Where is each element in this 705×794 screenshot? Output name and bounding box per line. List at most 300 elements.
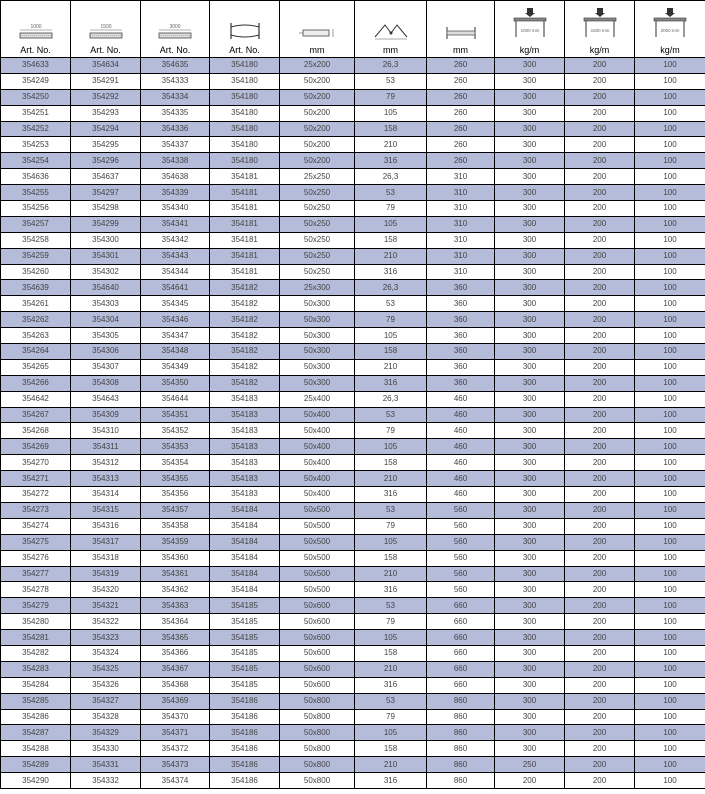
- table-cell: 100: [635, 232, 705, 248]
- table-cell: 200: [565, 201, 635, 217]
- table-cell: 100: [635, 582, 705, 598]
- table-cell: 460: [427, 439, 495, 455]
- table-row: [1, 328, 705, 344]
- table-cell: 300: [495, 73, 565, 89]
- table-cell: 354350: [141, 375, 210, 391]
- table-cell: 200: [565, 773, 635, 789]
- table-cell: 50x400: [280, 455, 355, 471]
- table-cell: 100: [635, 423, 705, 439]
- table-cell: 50x200: [280, 121, 355, 137]
- table-cell: 105: [355, 630, 427, 646]
- table-cell: 100: [635, 550, 705, 566]
- table-cell: 354261: [1, 296, 71, 312]
- table-cell: 100: [635, 359, 705, 375]
- table-cell: 354637: [71, 169, 141, 185]
- table-cell: 200: [565, 423, 635, 439]
- table-cell: 354332: [71, 773, 141, 789]
- table-cell: 354357: [141, 502, 210, 518]
- table-cell: 354322: [71, 614, 141, 630]
- table-row: [1, 121, 705, 137]
- table-cell: 50x500: [280, 534, 355, 550]
- table-cell: 354309: [71, 407, 141, 423]
- table-cell: 354343: [141, 248, 210, 264]
- table-cell: 354183: [210, 455, 280, 471]
- header-label-mm: mm: [309, 45, 325, 55]
- table-cell: 300: [495, 232, 565, 248]
- table-row: [1, 169, 705, 185]
- table-cell: 354369: [141, 693, 210, 709]
- table-cell: 560: [427, 566, 495, 582]
- table-cell: 354351: [141, 407, 210, 423]
- table-cell: 354184: [210, 550, 280, 566]
- table-cell: 354267: [1, 407, 71, 423]
- table-row: [1, 375, 705, 391]
- table-cell: 50x250: [280, 201, 355, 217]
- table-cell: 354254: [1, 153, 71, 169]
- icon-text-1500: 1500: [99, 24, 112, 30]
- table-cell: 354181: [210, 185, 280, 201]
- table-cell: 100: [635, 328, 705, 344]
- table-cell: 50x200: [280, 137, 355, 153]
- table-row: [1, 344, 705, 360]
- table-cell: 200: [565, 455, 635, 471]
- table-cell: 354185: [210, 614, 280, 630]
- table-cell: 660: [427, 598, 495, 614]
- table-cell: 354252: [1, 121, 71, 137]
- table-cell: 200: [565, 645, 635, 661]
- table-row: [1, 725, 705, 741]
- table-cell: 300: [495, 661, 565, 677]
- table-cell: 316: [355, 487, 427, 503]
- table-row: [1, 471, 705, 487]
- table-cell: 100: [635, 661, 705, 677]
- table-cell: 354336: [141, 121, 210, 137]
- table-row: [1, 709, 705, 725]
- table-cell: 354320: [71, 582, 141, 598]
- table-cell: 210: [355, 137, 427, 153]
- table-cell: 354297: [71, 185, 141, 201]
- table-cell: 300: [495, 312, 565, 328]
- header-label-kgm: kg/m: [519, 45, 540, 55]
- table-cell: 354304: [71, 312, 141, 328]
- table-cell: 50x200: [280, 73, 355, 89]
- table-cell: 53: [355, 185, 427, 201]
- table-cell: 200: [565, 169, 635, 185]
- table-cell: 50x500: [280, 518, 355, 534]
- table-cell: 79: [355, 518, 427, 534]
- table-row: [1, 248, 705, 264]
- table-cell: 79: [355, 614, 427, 630]
- table-cell: 50x800: [280, 773, 355, 789]
- table-cell: 200: [565, 757, 635, 773]
- header-label-art-no: Art. No.: [229, 45, 260, 55]
- table-cell: 354371: [141, 725, 210, 741]
- table-cell: 210: [355, 471, 427, 487]
- table-cell: 300: [495, 296, 565, 312]
- table-cell: 200: [565, 58, 635, 74]
- table-cell: 50x800: [280, 741, 355, 757]
- table-cell: 354329: [71, 725, 141, 741]
- table-cell: 200: [565, 105, 635, 121]
- table-cell: 310: [427, 232, 495, 248]
- table-cell: 354294: [71, 121, 141, 137]
- table-cell: 354273: [1, 502, 71, 518]
- table-cell: 100: [635, 391, 705, 407]
- table-cell: 316: [355, 773, 427, 789]
- table-cell: 200: [565, 312, 635, 328]
- table-row: [1, 137, 705, 153]
- table-cell: 200: [565, 677, 635, 693]
- table-cell: 354251: [1, 105, 71, 121]
- table-cell: 354367: [141, 661, 210, 677]
- table-cell: 100: [635, 248, 705, 264]
- table-cell: 354181: [210, 169, 280, 185]
- table-body: [1, 58, 705, 789]
- table-cell: 354366: [141, 645, 210, 661]
- table-cell: 100: [635, 439, 705, 455]
- header-col-6: [355, 1, 427, 58]
- table-cell: 100: [635, 407, 705, 423]
- table-cell: 210: [355, 661, 427, 677]
- table-cell: 354308: [71, 375, 141, 391]
- table-cell: 50x600: [280, 661, 355, 677]
- table-cell: 50x250: [280, 248, 355, 264]
- table-cell: 100: [635, 296, 705, 312]
- table-cell: 200: [565, 630, 635, 646]
- table-cell: 300: [495, 487, 565, 503]
- table-cell: 354181: [210, 232, 280, 248]
- table-cell: 300: [495, 630, 565, 646]
- table-cell: 354321: [71, 598, 141, 614]
- table-cell: 660: [427, 661, 495, 677]
- table-cell: 354316: [71, 518, 141, 534]
- table-cell: 100: [635, 725, 705, 741]
- icon-text-1000mm: 1000 mm: [520, 28, 539, 33]
- table-cell: 354182: [210, 312, 280, 328]
- table-cell: 200: [565, 391, 635, 407]
- table-cell: 354374: [141, 773, 210, 789]
- table-cell: 354180: [210, 58, 280, 74]
- table-row: [1, 312, 705, 328]
- table-cell: 316: [355, 153, 427, 169]
- table-cell: 354352: [141, 423, 210, 439]
- table-cell: 660: [427, 614, 495, 630]
- table-cell: 354271: [1, 471, 71, 487]
- table-cell: 100: [635, 73, 705, 89]
- table-cell: 50x300: [280, 328, 355, 344]
- table-cell: 300: [495, 58, 565, 74]
- table-cell: 158: [355, 645, 427, 661]
- table-cell: 200: [565, 502, 635, 518]
- table-row: [1, 566, 705, 582]
- table-cell: 100: [635, 312, 705, 328]
- table-cell: 100: [635, 471, 705, 487]
- table-row: [1, 185, 705, 201]
- table-cell: 50x300: [280, 296, 355, 312]
- table-cell: 300: [495, 137, 565, 153]
- table-cell: 354360: [141, 550, 210, 566]
- table-cell: 300: [495, 741, 565, 757]
- table-cell: 354283: [1, 661, 71, 677]
- table-row: [1, 73, 705, 89]
- table-cell: 354292: [71, 89, 141, 105]
- table-cell: 354274: [1, 518, 71, 534]
- header-col-10: [635, 1, 705, 58]
- table-cell: 354326: [71, 677, 141, 693]
- table-cell: 100: [635, 566, 705, 582]
- table-row: [1, 518, 705, 534]
- table-cell: 354323: [71, 630, 141, 646]
- table-cell: 50x250: [280, 185, 355, 201]
- table-cell: 100: [635, 455, 705, 471]
- table-cell: 50x600: [280, 598, 355, 614]
- table-cell: 354298: [71, 201, 141, 217]
- table-cell: 354640: [71, 280, 141, 296]
- table-cell: 158: [355, 121, 427, 137]
- table-cell: 100: [635, 105, 705, 121]
- table-cell: 354186: [210, 757, 280, 773]
- table-cell: 50x400: [280, 423, 355, 439]
- table-cell: 316: [355, 677, 427, 693]
- table-cell: 300: [495, 455, 565, 471]
- table-row: [1, 630, 705, 646]
- table-cell: 354185: [210, 677, 280, 693]
- icon-text-3000: 3000: [169, 24, 181, 30]
- table-cell: 354263: [1, 328, 71, 344]
- table-cell: 300: [495, 614, 565, 630]
- table-cell: 460: [427, 407, 495, 423]
- table-cell: 260: [427, 137, 495, 153]
- table-cell: 100: [635, 645, 705, 661]
- table-cell: 354287: [1, 725, 71, 741]
- table-cell: 50x800: [280, 725, 355, 741]
- table-cell: 354311: [71, 439, 141, 455]
- table-cell: 354289: [1, 757, 71, 773]
- table-cell: 50x600: [280, 645, 355, 661]
- table-cell: 53: [355, 73, 427, 89]
- table-cell: 354639: [1, 280, 71, 296]
- table-cell: 310: [427, 185, 495, 201]
- table-cell: 100: [635, 518, 705, 534]
- table-row: [1, 391, 705, 407]
- table-cell: 79: [355, 423, 427, 439]
- table-row: [1, 661, 705, 677]
- table-cell: 560: [427, 518, 495, 534]
- table-cell: 860: [427, 741, 495, 757]
- table-cell: 300: [495, 407, 565, 423]
- table-cell: 354286: [1, 709, 71, 725]
- table-cell: 100: [635, 773, 705, 789]
- table-cell: 354358: [141, 518, 210, 534]
- table-cell: 100: [635, 169, 705, 185]
- header-label-kgm: kg/m: [660, 45, 680, 55]
- table-cell: 50x300: [280, 375, 355, 391]
- table-cell: 560: [427, 582, 495, 598]
- table-cell: 354270: [1, 455, 71, 471]
- table-cell: 354347: [141, 328, 210, 344]
- table-cell: 300: [495, 153, 565, 169]
- table-cell: 354288: [1, 741, 71, 757]
- table-cell: 200: [565, 248, 635, 264]
- table-cell: 200: [565, 582, 635, 598]
- table-cell: 354359: [141, 534, 210, 550]
- table-cell: 200: [565, 566, 635, 582]
- table-cell: 354183: [210, 487, 280, 503]
- table-cell: 200: [565, 709, 635, 725]
- table-cell: 200: [565, 534, 635, 550]
- table-cell: 354277: [1, 566, 71, 582]
- table-cell: 354280: [1, 614, 71, 630]
- table-cell: 300: [495, 725, 565, 741]
- table-cell: 200: [565, 73, 635, 89]
- table-cell: 50x500: [280, 582, 355, 598]
- table-cell: 50x400: [280, 407, 355, 423]
- table-cell: 100: [635, 153, 705, 169]
- table-cell: 53: [355, 598, 427, 614]
- table-cell: 354184: [210, 518, 280, 534]
- table-cell: 26,3: [355, 280, 427, 296]
- table-cell: 210: [355, 566, 427, 582]
- table-row: [1, 58, 705, 74]
- table-cell: 354184: [210, 582, 280, 598]
- table-cell: 354317: [71, 534, 141, 550]
- table-cell: 354315: [71, 502, 141, 518]
- table-cell: 354258: [1, 232, 71, 248]
- header-col-8: [495, 1, 565, 58]
- table-cell: 354301: [71, 248, 141, 264]
- table-cell: 50x600: [280, 677, 355, 693]
- table-cell: 100: [635, 185, 705, 201]
- table-row: [1, 693, 705, 709]
- table-cell: 354284: [1, 677, 71, 693]
- table-cell: 260: [427, 105, 495, 121]
- table-header: [1, 1, 705, 58]
- table-cell: 460: [427, 487, 495, 503]
- table-cell: 660: [427, 630, 495, 646]
- table-cell: 200: [565, 359, 635, 375]
- table-cell: 100: [635, 677, 705, 693]
- table-cell: 200: [565, 741, 635, 757]
- table-cell: 354183: [210, 407, 280, 423]
- table-cell: 260: [427, 58, 495, 74]
- table-cell: 354278: [1, 582, 71, 598]
- table-cell: 260: [427, 121, 495, 137]
- table-cell: 25x250: [280, 169, 355, 185]
- table-row: [1, 201, 705, 217]
- table-cell: 100: [635, 614, 705, 630]
- table-cell: 354290: [1, 773, 71, 789]
- table-row: [1, 423, 705, 439]
- table-cell: 360: [427, 344, 495, 360]
- table-cell: 360: [427, 312, 495, 328]
- table-cell: 354307: [71, 359, 141, 375]
- table-row: [1, 153, 705, 169]
- table-cell: 79: [355, 201, 427, 217]
- table-cell: 354338: [141, 153, 210, 169]
- table-cell: 354182: [210, 296, 280, 312]
- table-row: [1, 439, 705, 455]
- table-cell: 354331: [71, 757, 141, 773]
- table-cell: 354185: [210, 645, 280, 661]
- table-cell: 360: [427, 328, 495, 344]
- beam-dimension-icon: [280, 7, 354, 43]
- table-cell: 354253: [1, 137, 71, 153]
- table-row: [1, 677, 705, 693]
- table-cell: 26,3: [355, 169, 427, 185]
- table-cell: 100: [635, 502, 705, 518]
- table-cell: 354181: [210, 201, 280, 217]
- table-cell: 300: [495, 471, 565, 487]
- table-cell: 26,3: [355, 391, 427, 407]
- table-cell: 560: [427, 550, 495, 566]
- table-cell: 300: [495, 518, 565, 534]
- table-cell: 354257: [1, 216, 71, 232]
- table-cell: 105: [355, 328, 427, 344]
- header-label-art-no: Art. No.: [159, 45, 191, 55]
- table-cell: 300: [495, 169, 565, 185]
- table-cell: 300: [495, 185, 565, 201]
- table-cell: 354180: [210, 137, 280, 153]
- table-cell: 100: [635, 280, 705, 296]
- table-cell: 360: [427, 359, 495, 375]
- table-cell: 354635: [141, 58, 210, 74]
- table-cell: 310: [427, 264, 495, 280]
- table-cell: 50x200: [280, 153, 355, 169]
- table-cell: 210: [355, 359, 427, 375]
- table-cell: 300: [495, 216, 565, 232]
- table-cell: 158: [355, 232, 427, 248]
- table-cell: 200: [565, 725, 635, 741]
- table-cell: 354365: [141, 630, 210, 646]
- table-cell: 100: [635, 598, 705, 614]
- table-cell: 354302: [71, 264, 141, 280]
- table-cell: 354325: [71, 661, 141, 677]
- table-cell: 25x200: [280, 58, 355, 74]
- header-label-kgm: kg/m: [589, 45, 610, 55]
- table-cell: 50x300: [280, 312, 355, 328]
- table-cell: 354340: [141, 201, 210, 217]
- table-cell: 310: [427, 248, 495, 264]
- table-cell: 460: [427, 455, 495, 471]
- table-cell: 300: [495, 566, 565, 582]
- table-cell: 300: [495, 693, 565, 709]
- table-cell: 210: [355, 248, 427, 264]
- table-cell: 354362: [141, 582, 210, 598]
- table-cell: 100: [635, 693, 705, 709]
- table-cell: 200: [565, 614, 635, 630]
- table-cell: 200: [565, 153, 635, 169]
- icon-text-1500mm: 1500 mm: [590, 28, 609, 33]
- table-cell: 460: [427, 423, 495, 439]
- table-cell: 354633: [1, 58, 71, 74]
- table-cell: 354319: [71, 566, 141, 582]
- table-cell: 354281: [1, 630, 71, 646]
- table-cell: 354324: [71, 645, 141, 661]
- table-cell: 25x300: [280, 280, 355, 296]
- table-cell: 250: [495, 757, 565, 773]
- header-col-2: [71, 1, 141, 58]
- table-row: [1, 296, 705, 312]
- table-cell: 354259: [1, 248, 71, 264]
- table-cell: 50x250: [280, 216, 355, 232]
- table-cell: 105: [355, 105, 427, 121]
- load-1500mm-icon: [565, 7, 634, 43]
- table-row: [1, 614, 705, 630]
- beam-1000mm-icon: [1, 7, 70, 43]
- table-cell: 354642: [1, 391, 71, 407]
- table-cell: 50x300: [280, 359, 355, 375]
- table-cell: 100: [635, 487, 705, 503]
